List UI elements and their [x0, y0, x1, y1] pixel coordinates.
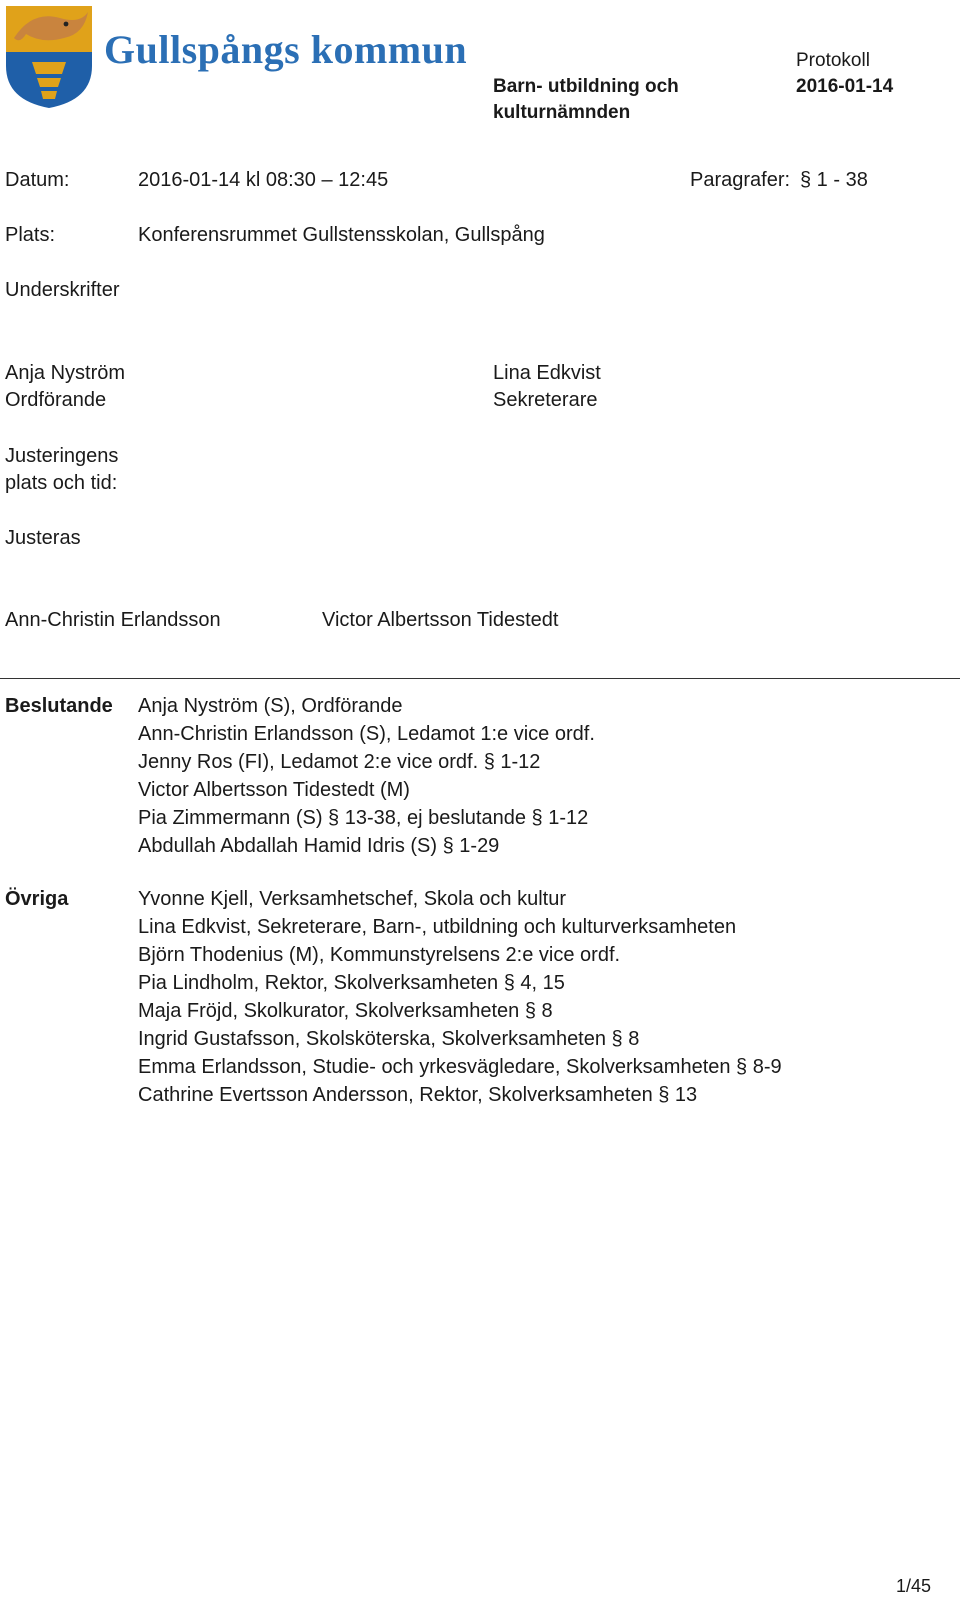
- adjuster-2: Victor Albertsson Tidestedt: [322, 609, 559, 631]
- adjust-label-line1: Justeringens: [5, 445, 119, 467]
- list-item: Ann-Christin Erlandsson (S), Ledamot 1:e vice ordf.: [138, 723, 595, 745]
- committee-line2: kulturnämnden: [493, 102, 631, 123]
- committee-line1: Barn- utbildning och: [493, 76, 679, 97]
- org-name-logo: Gullspångs kommun: [104, 27, 468, 72]
- place-label: Plats:: [5, 224, 56, 246]
- list-item: Maja Fröjd, Skolkurator, Skolverksamheten § 8: [138, 1000, 553, 1022]
- list-item: Emma Erlandsson, Studie- och yrkesvägledare, Skolverksamheten § 8-9: [138, 1056, 782, 1078]
- paragraphs-value: § 1 - 38: [800, 169, 868, 191]
- list-item: Björn Thodenius (M), Kommunstyrelsens 2:e vice ordf.: [138, 944, 621, 966]
- adjuster-1: Ann-Christin Erlandsson: [5, 609, 221, 631]
- others-list: [138, 885, 782, 1109]
- chair-role: Ordförande: [5, 389, 107, 411]
- doc-date: 2016-01-14: [796, 76, 894, 97]
- list-item: Lina Edkvist, Sekreterare, Barn-, utbildning och kulturverksamheten: [138, 916, 737, 938]
- list-item: Anja Nyström (S), Ordförande: [138, 695, 403, 717]
- date-label: Datum:: [5, 169, 70, 191]
- list-item: Abdullah Abdallah Hamid Idris (S) § 1-29: [138, 835, 500, 857]
- adjusted-label: Justeras: [5, 527, 81, 549]
- signatures-heading: Underskrifter: [5, 279, 120, 301]
- list-item: Victor Albertsson Tidestedt (M): [138, 779, 410, 801]
- secretary-role: Sekreterare: [493, 389, 598, 411]
- adjust-label-line2: plats och tid:: [5, 472, 118, 494]
- list-item: Pia Zimmermann (S) § 13-38, ej beslutande § 1-12: [138, 807, 589, 829]
- date-value: 2016-01-14 kl 08:30 – 12:45: [138, 169, 389, 191]
- chair-name: Anja Nyström: [5, 362, 126, 384]
- page-number: 1/45: [896, 1576, 932, 1596]
- committee-name: [493, 74, 679, 126]
- list-item: Cathrine Evertsson Andersson, Rektor, Skolverksamheten § 13: [138, 1084, 698, 1106]
- list-item: Ingrid Gustafsson, Skolsköterska, Skolverksamheten § 8: [138, 1028, 640, 1050]
- list-item: Jenny Ros (FI), Ledamot 2:e vice ordf. § 1-12: [138, 751, 541, 773]
- place-value: Konferensrummet Gullstensskolan, Gullspång: [138, 224, 545, 246]
- deciding-label: Beslutande: [5, 695, 113, 717]
- list-item: Pia Lindholm, Rektor, Skolverksamheten § 4, 15: [138, 972, 565, 994]
- secretary-name: Lina Edkvist: [493, 362, 601, 384]
- coat-of-arms-icon: [4, 4, 94, 110]
- list-item: Yvonne Kjell, Verksamhetschef, Skola och kultur: [138, 888, 567, 910]
- deciding-list: [138, 692, 595, 860]
- others-label: Övriga: [5, 888, 69, 910]
- doc-type: Protokoll: [796, 50, 870, 71]
- section-divider: [0, 678, 960, 679]
- paragraphs-label: Paragrafer:: [690, 169, 791, 191]
